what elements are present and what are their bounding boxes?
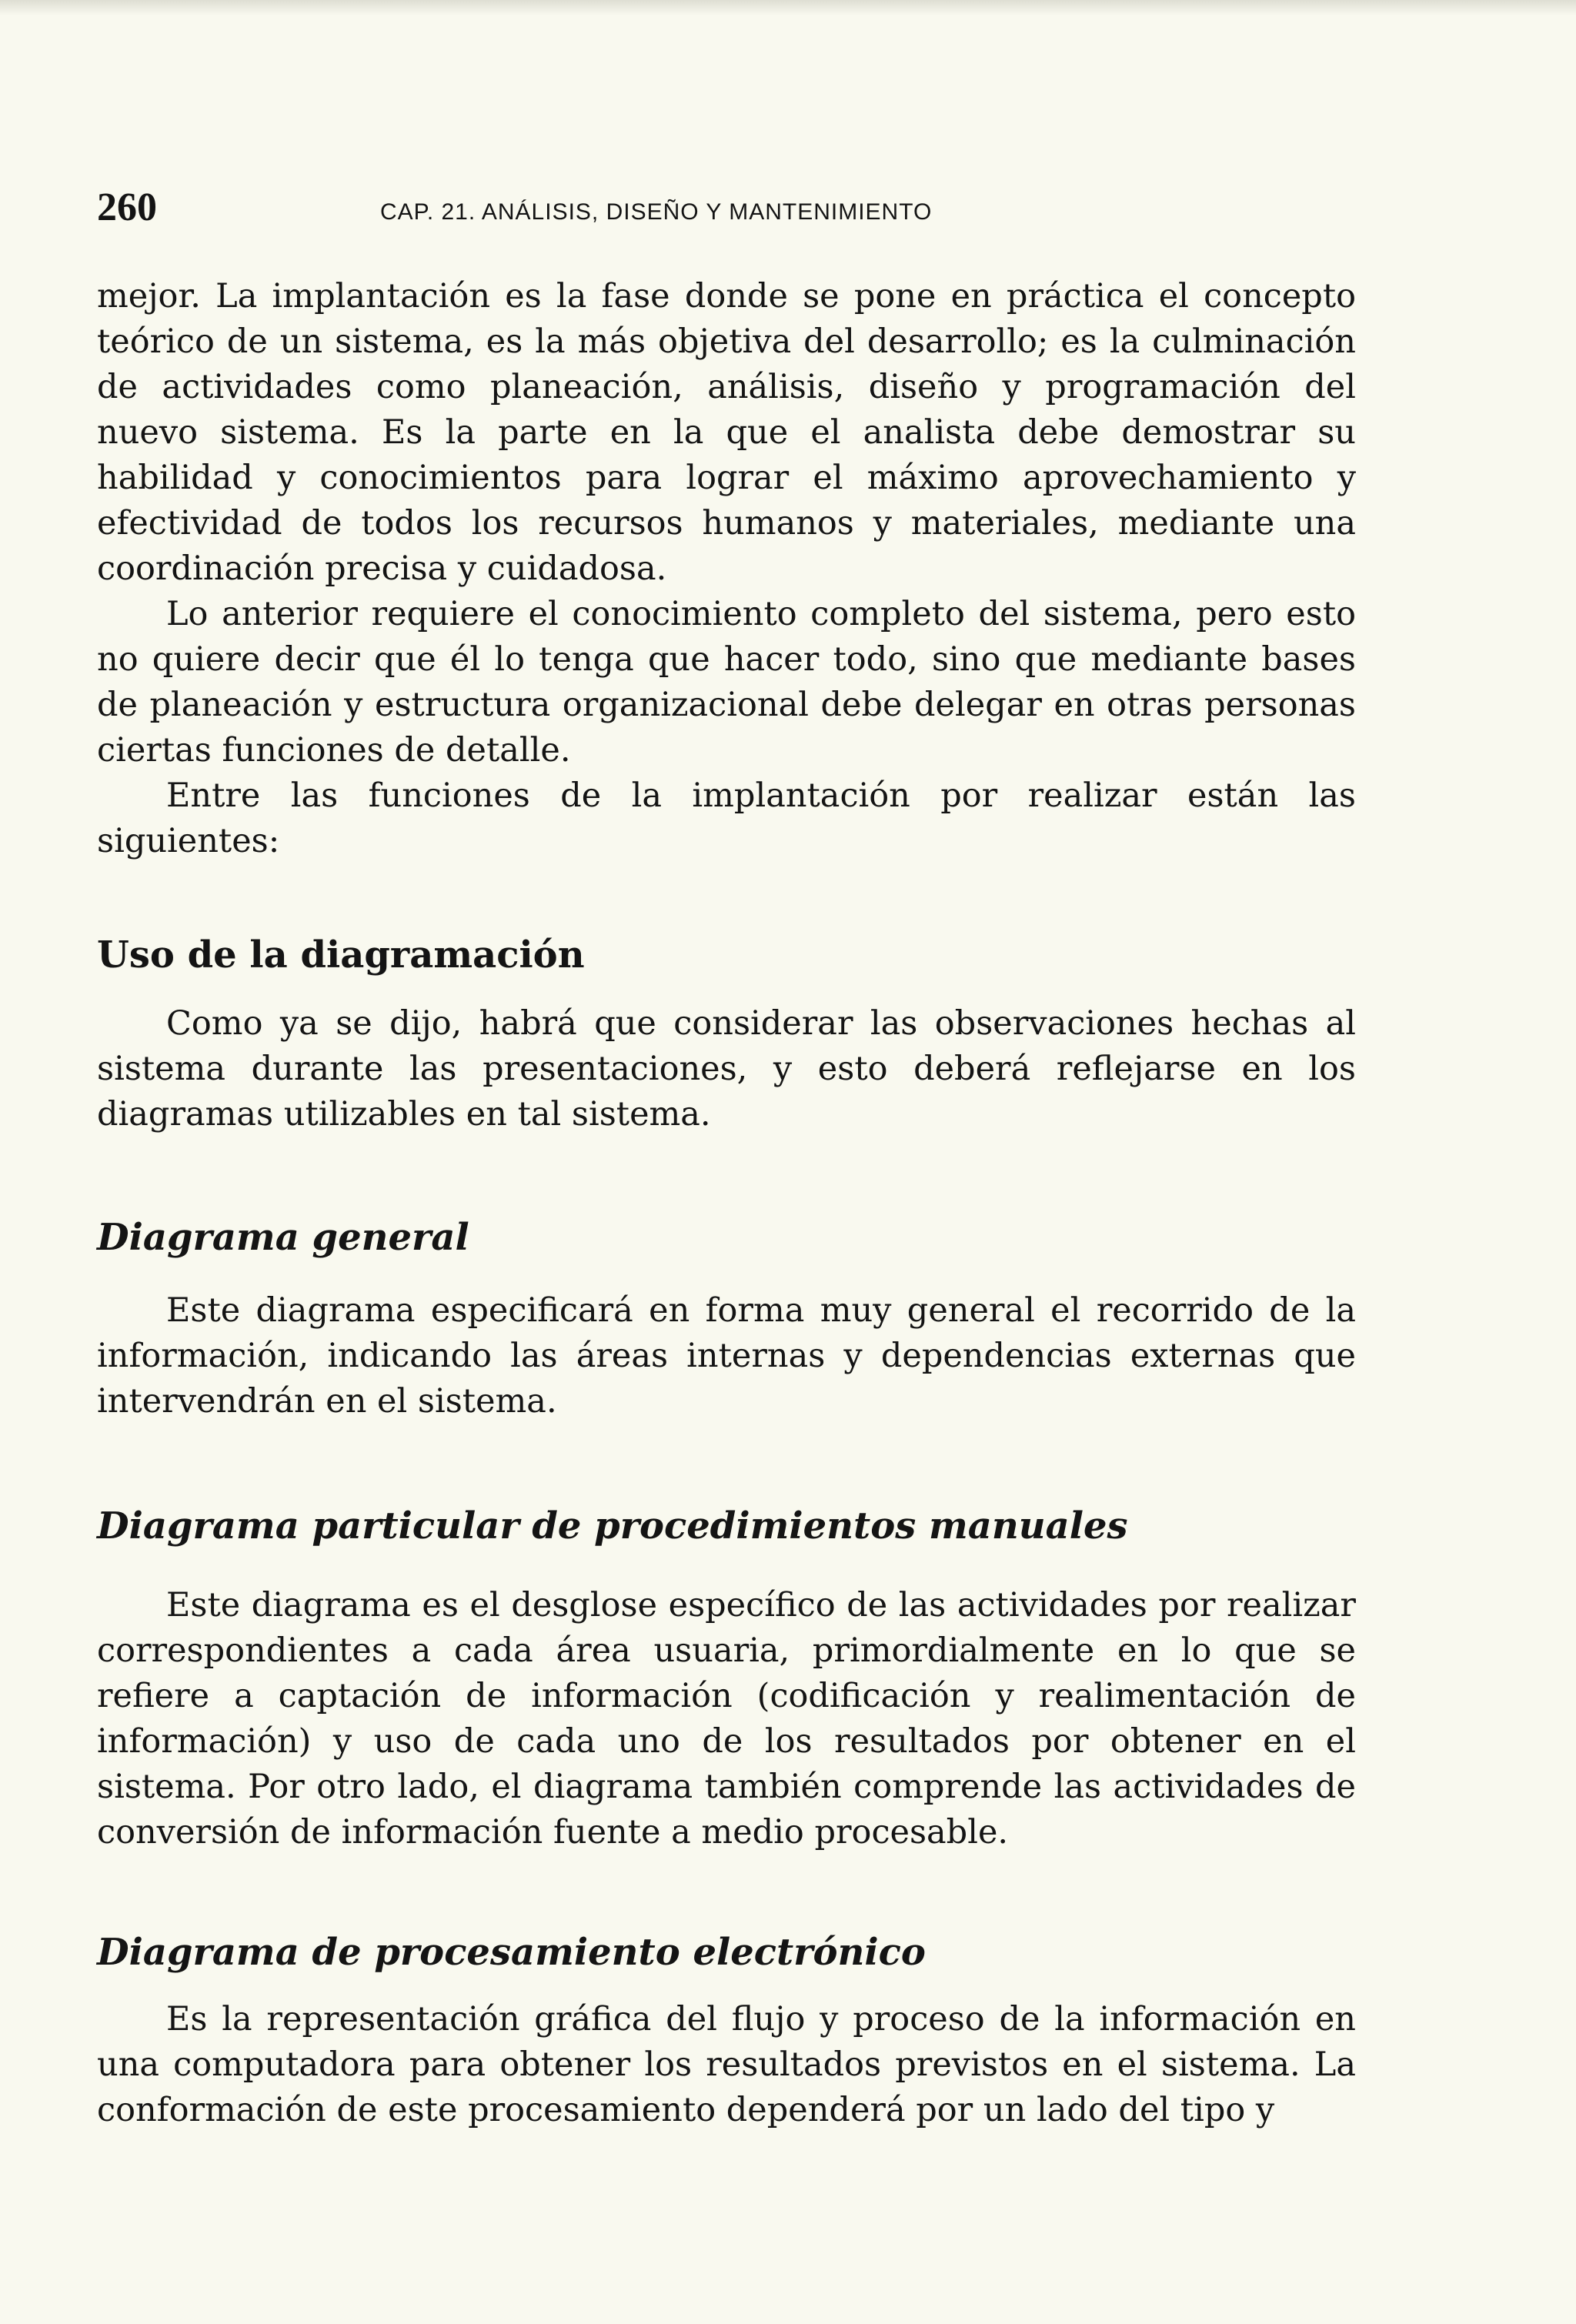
paragraph-requirements: Lo anterior requiere el conocimiento completo del sistema, pero esto no quiere decir que él lo tenga que hacer todo, sino que mediante bases de planeación y estructura organizacional debe delegar en otras personas ciertas funciones de detalle. xyxy=(97,595,1356,770)
section-heading-procesamiento-electronico: Diagrama de procesamiento electrónico xyxy=(97,1931,926,1974)
section-heading-procedimientos-manuales: Diagrama particular de procedimientos manuales xyxy=(97,1504,1128,1548)
running-head xyxy=(97,185,1482,239)
section-heading-diagrama-general: Diagrama general xyxy=(97,1216,469,1259)
chapter-title: CAP. 21. ANÁLISIS, DISEÑO Y MANTENIMIENTO xyxy=(380,199,933,225)
page-body xyxy=(97,274,1356,2133)
section-body-procedimientos-manuales: Este diagrama es el desglose específico de las actividades por realizar correspondientes a cada área usuaria, primordialmente en lo que se refiere a captación de información (codificación y realimentación de información) y uso de cada uno de los resultados por obtener en el sistema. Por otro lado, el diagrama también comprende las actividades de conversión de información fuente a medio procesable. xyxy=(97,1586,1356,1852)
paragraph-intro: mejor. La implantación es la fase donde se pone en práctica el concepto teórico de un sistema, es la más objetiva del desarrollo; es la culminación de actividades como planeación, análisis, diseño y programación del nuevo sistema. Es la parte en la que el analista debe demostrar su habilidad y conocimientos para lograr el máximo aprovechamiento y efectividad de todos los recursos humanos y materiales, mediante una coordinación precisa y cuidadosa. xyxy=(97,277,1356,588)
page-top-edge xyxy=(0,0,1576,15)
page-number: 260 xyxy=(97,185,157,229)
paragraph-functions-lead: Entre las funciones de la implantación por realizar están las siguientes: xyxy=(97,776,1356,860)
section-body-uso-diagramacion: Como ya se dijo, habrá que considerar las observaciones hechas al sistema durante las presentaciones, y esto deberá reflejarse en los diagramas utilizables en tal sistema. xyxy=(97,1004,1356,1134)
section-body-diagrama-general: Este diagrama especificará en forma muy general el recorrido de la información, indicando las áreas internas y dependencias externas que intervendrán en el sistema. xyxy=(97,1291,1356,1421)
section-body-procesamiento-electronico: Es la representación gráfica del flujo y proceso de la información en una computadora para obtener los resultados previstos en el sistema. La conformación de este procesamiento dependerá por un lado del tipo y xyxy=(97,2000,1356,2129)
section-heading-uso-diagramacion: Uso de la diagramación xyxy=(97,933,585,977)
